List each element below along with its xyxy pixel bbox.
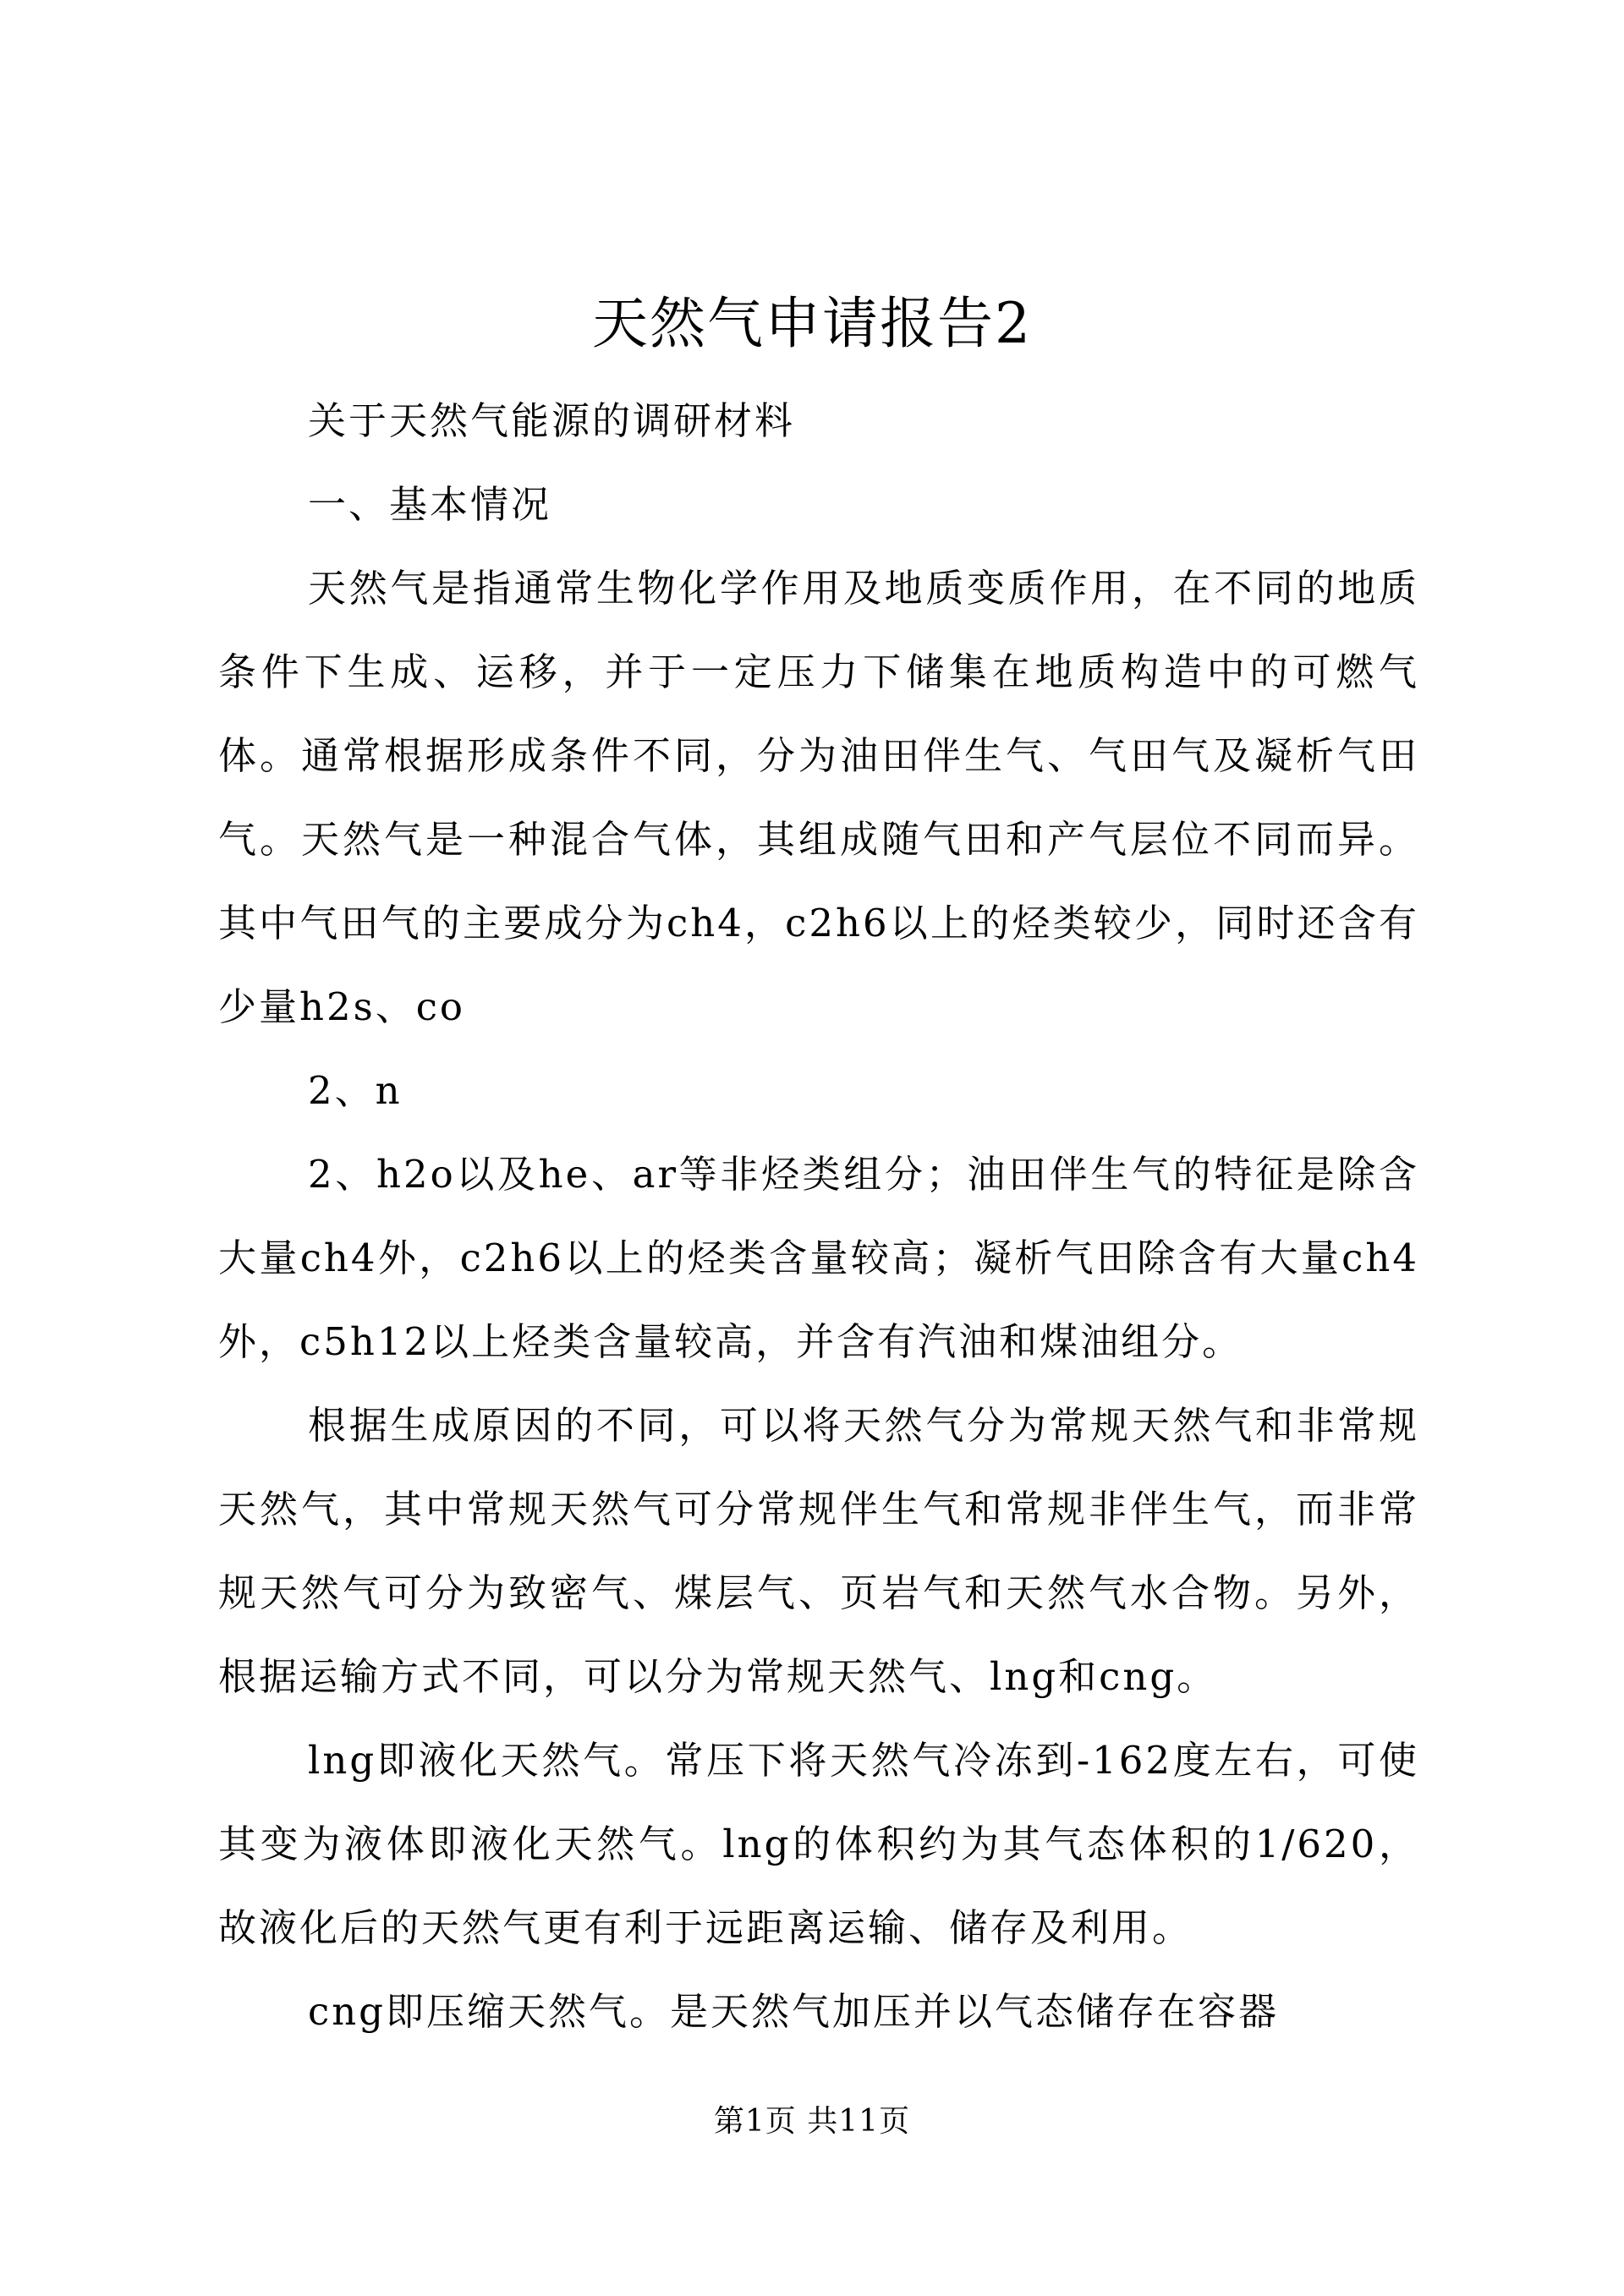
paragraph: 2、n — [308, 1068, 403, 1113]
page-number-footer: 第1页 共11页 — [713, 2104, 911, 2139]
paragraph: 2、h2o以及he、ar等非烃类组分；油田伴生气的特征是除含大量ch4外，c2h6以上的烃类含量较高；凝析气田除含有大量ch4外，c5h12以上烃类含量较高，并含有汽油和煤油组分。 — [218, 1152, 1419, 1364]
paragraph-subtitle: 关于天然气能源的调研材料 — [308, 398, 796, 443]
paragraph: 天然气是指通常生物化学作用及地质变质作用，在不同的地质条件下生成、运移，并于一定压力下储集在地质构造中的可燃气体。通常根据形成条件不同，分为油田伴生气、气田气及凝析气田气。天然气是一种混合气体，其组成随气田和产气层位不同而异。其中气田气的主要成分为ch4，c2h6以上的烃类较少，同时还含有少量h2s、co — [218, 566, 1419, 1029]
paragraph: cng即压缩天然气。是天然气加压并以气态储存在容器 — [308, 1989, 1279, 2034]
document-title: 天然气申请报告2 — [592, 291, 1032, 356]
paragraph: 根据生成原因的不同，可以将天然气分为常规天然气和非常规天然气，其中常规天然气可分常规伴生气和常规非伴生气，而非常规天然气可分为致密气、煤层气、页岩气和天然气水合物。另外，根据运输方式不同，可以分为常规天然气、lng和cng。 — [218, 1403, 1419, 1699]
document-body — [218, 379, 1419, 2053]
paragraph-section-heading: 一、基本情况 — [308, 482, 552, 527]
paragraph: lng即液化天然气。常压下将天然气冷冻到-162度左右，可使其变为液体即液化天然气。lng的体积约为其气态体积的1/620，故液化后的天然气更有利于远距离运输、储存及利用。 — [218, 1738, 1419, 1950]
